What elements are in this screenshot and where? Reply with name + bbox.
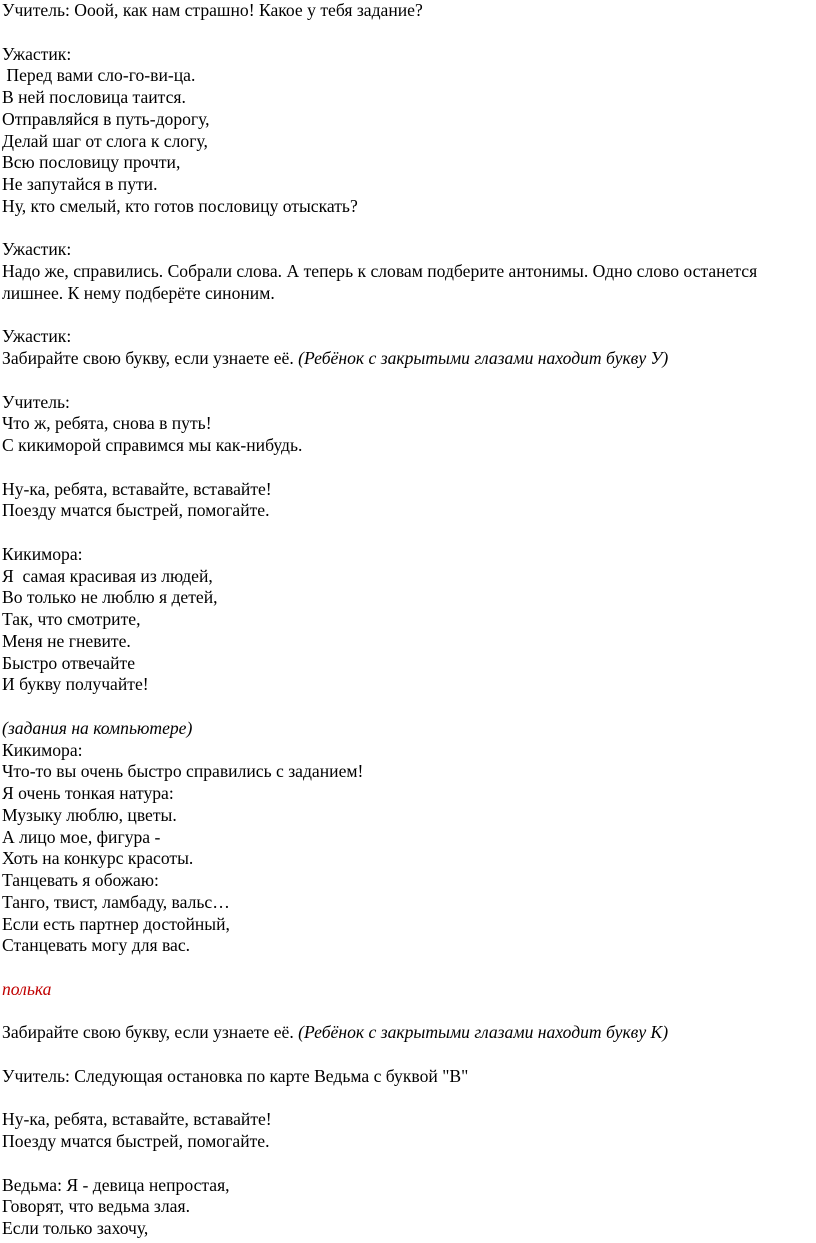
blank-line <box>2 957 814 979</box>
text-line: Не запутайся в пути. <box>2 174 158 194</box>
text-line: Ну-ка, ребята, вставайте, вставайте! <box>2 478 272 499</box>
text-line: Говорят, что ведьма злая. <box>2 1196 190 1217</box>
stage-direction: (задания на компьютере) <box>2 717 193 738</box>
text-line: В ней пословица таится. <box>2 87 186 107</box>
text-line: Поезду мчатся быстрей, помогайте. <box>2 500 270 521</box>
text-segment: Забирайте свою букву, если узнаете её. <box>2 1022 299 1043</box>
text-line: Если есть партнер достойный, <box>2 913 230 934</box>
text-line: Делай шаг от слога к слогу, <box>2 130 208 151</box>
blank-line <box>2 522 814 544</box>
speaker-label: Ужастик: <box>2 326 72 347</box>
text-line: Меня не гневите. <box>2 630 131 651</box>
text-line: Хоть на конкурс красоты. <box>2 848 194 869</box>
text-line: Поезду мчатся быстрей, помогайте. <box>2 1131 270 1151</box>
speaker-label: Ужастик: <box>2 43 72 64</box>
text-line: Учитель: Следующая остановка по карте Ведьма с буквой "В" <box>2 1065 469 1086</box>
text-segment: Забирайте свою букву, если узнаете её. <box>2 348 299 368</box>
text-line: Так, что смотрите, <box>2 609 141 629</box>
speaker-label: Кикимора: <box>2 543 83 564</box>
text-line: лишнее. К нему подберёте синоним. <box>2 282 275 303</box>
text-line: С кикиморой справимся мы как-нибудь. <box>2 435 303 455</box>
document-body <box>2 0 814 1240</box>
text-line: Учитель: Ооой, как нам страшно! Какое у тебя задание? <box>2 0 423 20</box>
text-line: Всю пословицу прочти, <box>2 152 181 173</box>
blank-line <box>2 22 814 44</box>
blank-line <box>2 1153 814 1175</box>
blank-line <box>2 1044 814 1066</box>
speaker-label: Ужастик: <box>2 239 72 260</box>
stage-direction: (Ребёнок с закрытыми глазами находит букву У) <box>298 348 669 368</box>
blank-line <box>2 696 814 718</box>
text-line: Станцевать могу для вас. <box>2 935 191 956</box>
text-line: Надо же, справились. Собрали слова. А теперь к словам подберите антонимы. Одно слово останется <box>2 261 758 281</box>
text-line: Ну-ка, ребята, вставайте, вставайте! <box>2 1109 272 1130</box>
text-line: Ведьма: Я - девица непростая, <box>2 1174 230 1195</box>
text-line: Я очень тонкая натура: <box>2 783 174 803</box>
blank-line <box>2 1001 814 1023</box>
text-line: Быстро отвечайте <box>2 652 136 673</box>
speaker-label: Учитель: <box>2 391 70 412</box>
text-line: Если только захочу, <box>2 1218 149 1238</box>
speaker-label: Кикимора: <box>2 739 83 760</box>
blank-line <box>2 457 814 479</box>
text-line: Танцевать я обожаю: <box>2 870 159 890</box>
blank-line <box>2 305 814 327</box>
text-line <box>2 348 814 370</box>
text-line: Танго, твист, ламбаду, вальс… <box>2 891 230 912</box>
text-line: А лицо мое, фигура - <box>2 826 161 847</box>
text-line: Перед вами сло-го-ви-ца. <box>2 65 196 86</box>
text-line: Отправляйся в путь-дорогу, <box>2 108 210 129</box>
blank-line <box>2 1088 814 1110</box>
blank-line <box>2 370 814 392</box>
text-line: И букву получайте! <box>2 674 149 695</box>
text-line: Музыку люблю, цветы. <box>2 804 177 825</box>
text-line: Во только не люблю я детей, <box>2 587 218 608</box>
text-line: Что-то вы очень быстро справились с заданием! <box>2 761 364 782</box>
text-line: Что ж, ребята, снова в путь! <box>2 413 212 434</box>
text-line: Я самая красивая из людей, <box>2 565 213 586</box>
dance-label: полька <box>2 978 52 999</box>
stage-direction: (Ребёнок с закрытыми глазами находит букву К) <box>298 1022 669 1043</box>
text-line: Ну, кто смелый, кто готов пословицу отыскать? <box>2 195 358 216</box>
text-line <box>2 1022 814 1044</box>
blank-line <box>2 218 814 240</box>
